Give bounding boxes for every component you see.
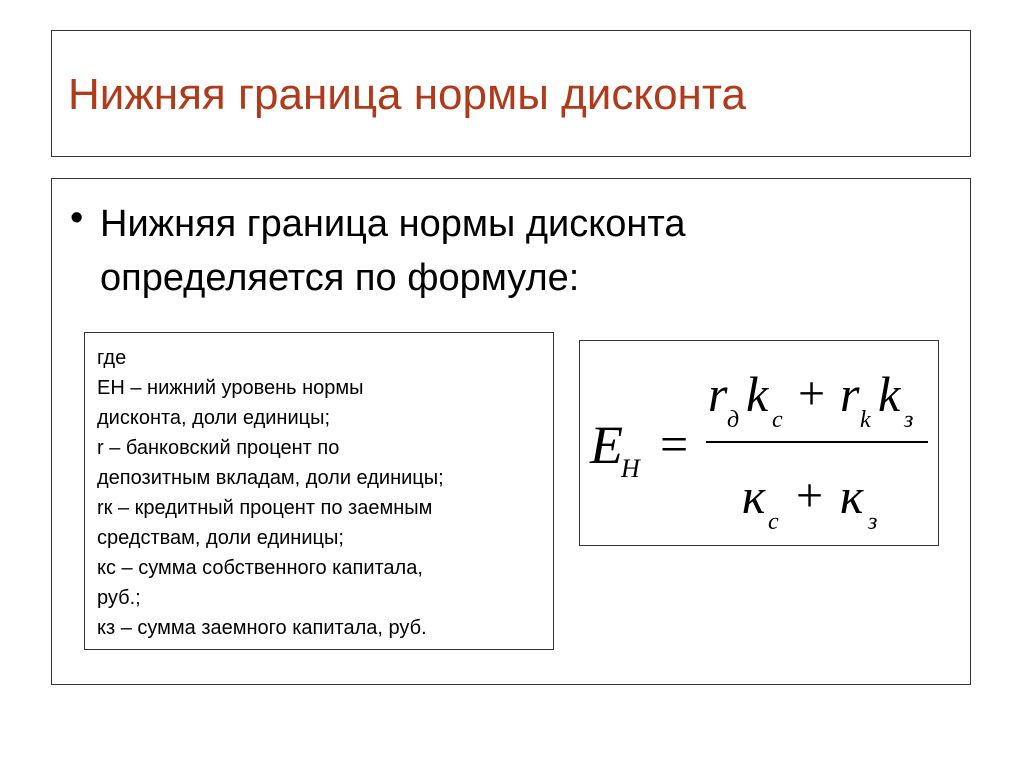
formula-equals: = (660, 416, 689, 472)
slide-title: Нижняя граница нормы дисконта (68, 70, 746, 119)
formula-den-plus: + (796, 469, 824, 522)
bullet-line: определяется по формуле: (100, 257, 580, 299)
formula-box (579, 340, 939, 546)
formula-num-r1: r (708, 366, 728, 422)
formula-den-k2-sub: з (868, 509, 878, 535)
legend-line: кз – сумма заемного капитала, руб. (97, 617, 427, 639)
formula-lhs-sub: H (621, 454, 640, 483)
bullet-marker: • (70, 197, 84, 239)
formula-num-k2-sub: з (904, 407, 914, 433)
formula-den-k1: к (742, 468, 766, 524)
bullet-line: Нижняя граница нормы дисконта (100, 203, 686, 245)
bullet-text (100, 197, 920, 305)
legend-box (84, 332, 554, 650)
legend-line: ЕН – нижний уровень нормы (97, 377, 364, 399)
legend-line: rк – кредитный процент по заемным (97, 497, 433, 519)
formula-num-k1-sub: с (772, 407, 783, 433)
formula-svg (580, 341, 940, 547)
legend-line: руб.; (97, 587, 141, 609)
legend-line: средствам, доли единицы; (97, 527, 344, 549)
legend-line: дисконта, доли единицы; (97, 407, 331, 429)
legend-line: r – банковский процент по (97, 437, 340, 459)
legend-line: кс – сумма собственного капитала, (97, 557, 423, 579)
legend-line: где (97, 347, 127, 369)
formula-num-r2: r (840, 366, 860, 422)
formula-den-k2: к (840, 468, 864, 524)
formula-num-plus: + (798, 367, 826, 420)
formula-num-r1-sub: д (727, 407, 740, 433)
legend-line: депозитным вкладам, доли единицы; (97, 467, 444, 489)
formula-den-k1-sub: с (768, 509, 779, 535)
formula-num-k2: k (878, 366, 901, 422)
formula-lhs: E (590, 415, 623, 475)
formula-num-r2-sub: k (860, 407, 871, 433)
title-frame (51, 30, 971, 157)
formula-num-k1: k (746, 366, 769, 422)
